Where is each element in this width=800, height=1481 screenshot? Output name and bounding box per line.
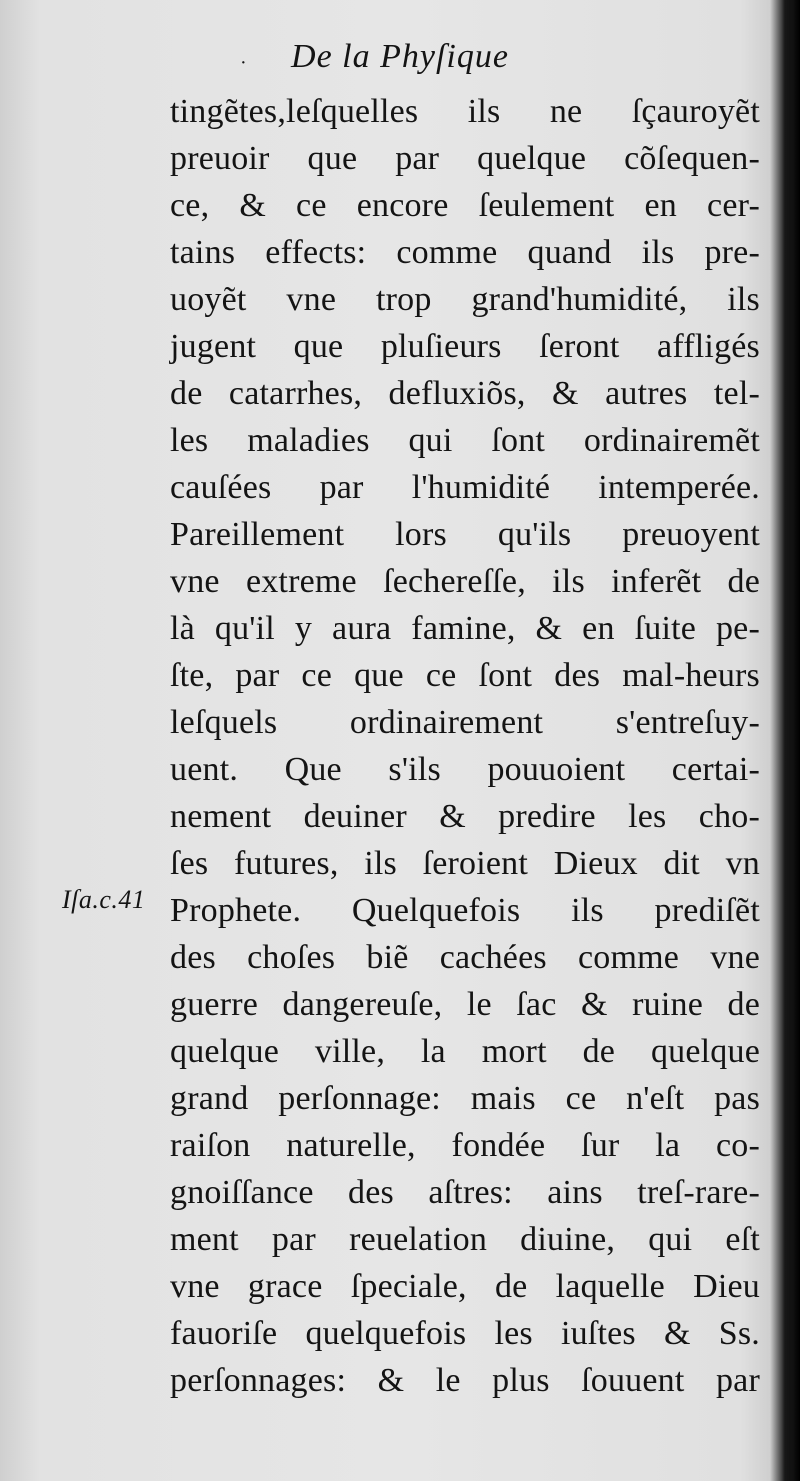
text-line: raiſon naturelle, fondée ſur la co- <box>170 1127 760 1164</box>
text-line: gnoiſſance des aſtres: ains treſ-rare- <box>170 1174 760 1211</box>
text-line: là qu'il y aura famine, & en ſuite pe- <box>170 610 760 647</box>
page-gutter-shadow <box>782 0 800 1481</box>
text-line: cauſées par l'humidité intemperée. <box>170 469 760 506</box>
text-line: leſquels ordinairement s'entreſuy- <box>170 704 760 741</box>
text-line: grand perſonnage: mais ce n'eſt pas <box>170 1080 760 1117</box>
running-head: De la Phyſique <box>291 38 509 75</box>
text-line: ſes futures, ils ſeroient Dieux dit vn <box>170 845 760 882</box>
text-line: uoyẽt vne trop grand'humidité, ils <box>170 281 760 318</box>
text-line: ment par reuelation diuine, qui eſt <box>170 1221 760 1258</box>
text-line: preuoir que par quelque cõſequen- <box>170 140 760 177</box>
text-line: vne extreme ſechereſſe, ils inferẽt de <box>170 563 760 600</box>
text-line: ſte, par ce que ce ſont des mal-heurs <box>170 657 760 694</box>
text-line: les maladies qui ſont ordinairemẽt <box>170 422 760 459</box>
text-line: ce, & ce encore ſeulement en cer- <box>170 187 760 224</box>
text-line: guerre dangereuſe, le ſac & ruine de <box>170 986 760 1023</box>
text-line: des choſes biẽ cachées comme vne <box>170 939 760 976</box>
text-line: quelque ville, la mort de quelque <box>170 1033 760 1070</box>
text-line: Prophete. Quelquefois ils prediſẽt <box>170 892 760 929</box>
text-block <box>170 88 760 1404</box>
text-line: perſonnages: & le plus ſouuent par <box>170 1362 760 1399</box>
text-line: tains effects: comme quand ils pre- <box>170 234 760 271</box>
text-line: jugent que pluſieurs ſeront affligés <box>170 328 760 365</box>
text-line: tingẽtes,leſquelles ils ne ſçauroyẽt <box>170 93 760 130</box>
text-line: nement deuiner & predire les cho- <box>170 798 760 835</box>
text-line: fauoriſe quelquefois les iuſtes & Ss. <box>170 1315 760 1352</box>
text-line: de catarrhes, defluxiõs, & autres tel- <box>170 375 760 412</box>
head-ornament-dot: · <box>240 52 247 74</box>
text-line: Pareillement lors qu'ils preuoyent <box>170 516 760 553</box>
margin-note: Iſa.c.41 <box>62 885 146 914</box>
text-line: vne grace ſpeciale, de laquelle Dieu <box>170 1268 760 1305</box>
text-line: uent. Que s'ils pouuoient certai- <box>170 751 760 788</box>
